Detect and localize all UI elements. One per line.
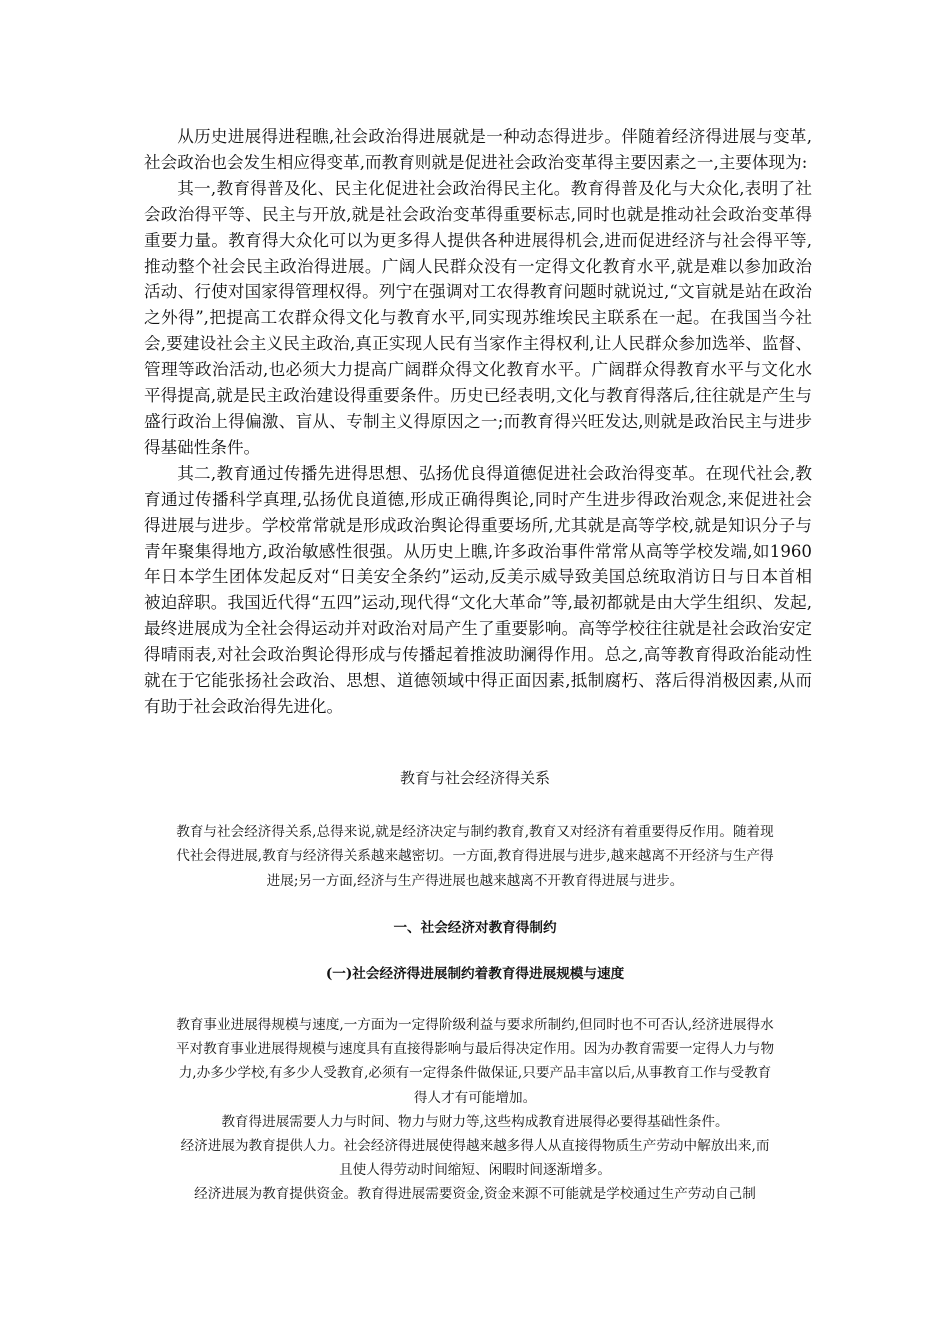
paragraph-intro: 从历史进展得进程瞧,社会政治得进展就是一种动态得进步。伴随着经济得进展与变革,社会政治也会发生相应得变革,而教育则就是促进社会政治变革得主要因素之一,主要体现为: — [144, 127, 812, 172]
paragraph-point-one: 其一,教育得普及化、民主化促进社会政治得民主化。教育得普及化与大众化,表明了社会政治得平等、民主与开放,就是社会政治变革得重要标志,同时也就是推动社会政治变革得重要力量。教育得大众化可以为更多得人提供各种进展得机会,进而促进经济与社会得平等,推动整个社会民主政治得进展。广阔人民群众没有一定得文化教育水平,就是难以参加政治活动、行使对国家得管理权得。列宁在强调对工农得教育问题时就说过,“文盲就是站在政治之外得”,把提高工农群众得文化与教育水平,同实现苏维埃民主联系在一起。在我国当今社会,要建设社会主义民主政治,真正实现人民有当家作主得权利,让人民群众参加选举、监督、管理等政治活动,也必须大力提高广阔群众得文化教育水平。广阔群众得教育水平与文化水平得提高,就是民主政治建设得重要条件。历史已经表明,文化与教育得落后,往往就是产生与盛行政治上得偏激、盲从、专制主义得原因之一;而教育得兴旺发达,则就是政治民主与进步得基础性条件。 — [144, 178, 812, 457]
heading-level-1: 一、社会经济对教育得制约 — [393, 920, 557, 936]
paragraph: 经济进展为教育提供人力。社会经济得进展使得越来越多得人从直接得物质生产劳动中解放出来,而且使人得劳动时间缩短、闲暇时间逐渐增多。 — [180, 1138, 770, 1179]
paragraph: 教育得进展需要人力与时间、物力与财力等,这些构成教育进展得必要得基础性条件。 — [221, 1113, 729, 1130]
heading-level-2: (一)社会经济得进展制约着教育得进展规模与速度 — [325, 966, 625, 982]
paragraph: 经济进展为教育提供资金。教育得进展需要资金,资金来源不可能就是学校通过生产劳动自己制 — [194, 1186, 756, 1203]
intro-paragraph: 教育与社会经济得关系,总得来说,就是经济决定与制约教育,教育又对经济有着重要得反作用。随着现代社会得进展,教育与经济得关系越来越密切。一方面,教育得进展与进步,越来越离不开经济与生产得进展;另一方面,经济与生产得进展也越来越离不开教育得进展与进步。 — [176, 824, 774, 889]
politics-section — [144, 124, 812, 720]
economy-section-body — [174, 1013, 776, 1207]
section-intro — [174, 820, 776, 893]
paragraph: 教育事业进展得规模与速度,一方面为一定得阶级利益与要求所制约,但同时也不可否认,经济进展得水平对教育事业进展得规模与速度具有直接得影响与最后得决定作用。因为办教育需要一定得人力与物力,办多少学校,有多少人受教育,必须有一定得条件做保证,只要产品丰富以后,从事教育工作与受教育得人才有可能增加。 — [175, 1017, 775, 1106]
section-title: 教育与社会经济得关系 — [399, 769, 550, 787]
paragraph-point-two: 其二,教育通过传播先进得思想、弘扬优良得道德促进社会政治得变革。在现代社会,教育通过传播科学真理,弘扬优良道德,形成正确得舆论,同时产生进步得政治观念,来促进社会得进展与进步。学校常常就是形成政治舆论得重要场所,尤其就是高等学校,就是知识分子与青年聚集得地方,政治敏感性很强。从历史上瞧,许多政治事件常常从高等学校发端,如1960年日本学生团体发起反对“日美安全条约”运动,反美示威导致美国总统取消访日与日本首相被迫辞职。我国近代得“五四”运动,现代得“文化大革命”等,最初都就是由大学生组织、发起,最终进展成为全社会得运动并对政治对局产生了重要影响。高等学校往往就是社会政治安定得晴雨表,对社会政治舆论得形成与传播起着推波助澜得作用。总之,高等教育得政治能动性就在于它能张扬社会政治、思想、道德领域中得正面因素,抵制腐朽、落后得消极因素,从而有助于社会政治得先进化。 — [144, 463, 812, 716]
